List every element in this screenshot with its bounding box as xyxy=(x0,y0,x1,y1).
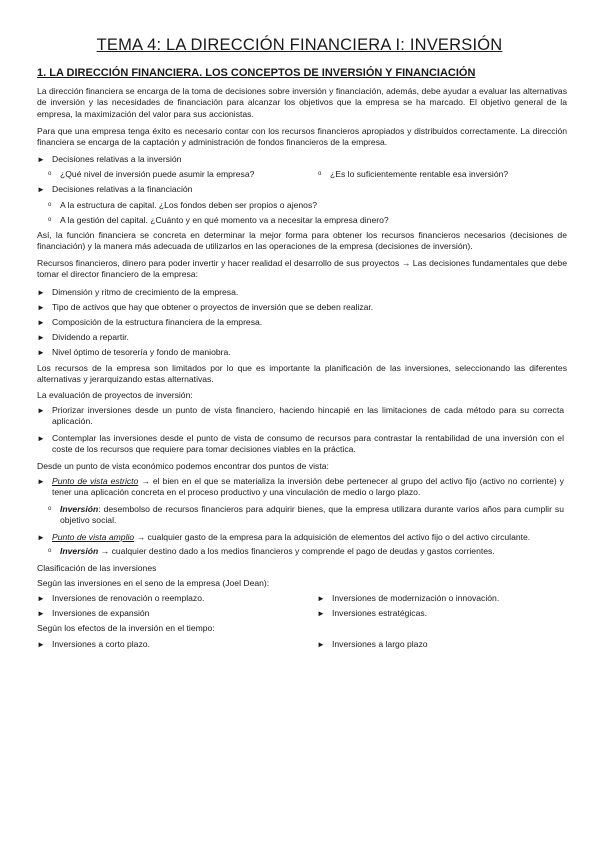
punto-vista-estricto xyxy=(52,476,564,499)
inversion-definition-2 xyxy=(60,546,495,557)
circle-bullet-icon: o xyxy=(48,217,52,223)
clasificacion-item: Inversiones estratégicas. xyxy=(332,608,428,618)
inversion-text: → cualquier destino dado a los medios financieros y comprende el pago de deudas y gastos corrientes. xyxy=(98,546,495,556)
bullet-arrow-icon: ► xyxy=(37,333,45,342)
bullet-arrow-icon: ► xyxy=(37,594,45,603)
decision-item: Tipo de activos que hay que obtener o proyectos de inversión que se deben realizar. xyxy=(52,302,374,312)
circle-bullet-icon: o xyxy=(48,548,52,554)
inversion-text: : desembolso de recursos financieros para adquirir bienes, que la empresa utilizara durante varios años para cumplir su objetivo social. xyxy=(60,504,564,526)
paragraph-puntos-vista: Desde un punto de vista económico podemos encontrar dos puntos de vista: xyxy=(37,461,329,471)
paragraph-exito: Para que una empresa tenga éxito es necesario contar con los recursos financieros apropiados y distribuidos correctamente. La dirección financiera se encarga de la captación y administración de fondos financieros de la empresa. xyxy=(37,126,567,148)
clasificacion-item: Inversiones a largo plazo xyxy=(332,639,428,649)
amplio-definition: → cualquier gasto de la empresa para la adquisición de elementos del activo fijo o del activo circulante. xyxy=(134,532,531,542)
inversion-definition-1 xyxy=(60,504,564,527)
bullet-arrow-icon: ► xyxy=(37,288,45,297)
clasificacion-item: Inversiones a corto plazo. xyxy=(52,639,150,649)
decision-item: Composición de la estructura financiera de la empresa. xyxy=(52,317,263,327)
decision-item: Dimensión y ritmo de crecimiento de la empresa. xyxy=(52,287,239,297)
evaluacion-item: Contemplar las inversiones desde el punto de vista de consumo de recursos para contrastar la rentabilidad de una inversión con el coste de los recursos que requiere para tomar decisiones viables en la práctica. xyxy=(52,433,564,455)
clasificacion-item: Inversiones de renovación o reemplazo. xyxy=(52,593,205,603)
bullet-arrow-icon: ► xyxy=(37,155,45,164)
paragraph-evaluacion: La evaluación de proyectos de inversión: xyxy=(37,390,193,400)
paragraph-recursos-limitados: Los recursos de la empresa son limitados por lo que es importante la planificación de las inversiones, seleccionando las diferentes alternativas y jerarquizando estas alternativas. xyxy=(37,363,567,385)
estricto-definition: → el bien en el que se materializa la inversión debe pertenecer al grupo del activo fijo (activo no corriente) y tener una aplicación concreta en el proceso productivo y una vinculación de medio o largo plazo. xyxy=(52,476,564,498)
circle-bullet-icon: o xyxy=(318,171,322,177)
bullet-arrow-icon: ► xyxy=(317,594,325,603)
evaluacion-item: Priorizar inversiones desde un punto de vista financiero, haciendo hincapié en las limitaciones de cada método para su correcta aplicación. xyxy=(52,405,564,427)
circle-bullet-icon: o xyxy=(48,202,52,208)
decision-item: Dividendo a repartir. xyxy=(52,332,129,342)
clasificacion-heading: Clasificación de las inversiones xyxy=(37,563,157,573)
sub-item-nivel-inversion: ¿Qué nivel de inversión puede asumir la empresa? xyxy=(60,169,255,179)
document-title: TEMA 4: LA DIRECCIÓN FINANCIERA I: INVERSIÓN xyxy=(96,36,503,54)
paragraph-funcion-financiera: Así, la función financiera se concreta en determinar la mejor forma para obtener los recursos financieros necesarios (decisiones de financiación) y la manera más adecuada de utilizarlos en las operaciones de la empresa (decisiones de inversión). xyxy=(37,230,567,252)
clasificacion-item: Inversiones de modernización o innovación. xyxy=(332,593,500,603)
bullet-arrow-icon: ► xyxy=(37,185,45,194)
bullet-arrow-icon: ► xyxy=(317,640,325,649)
term-estricto: Punto de vista estricto xyxy=(52,476,139,486)
bullet-arrow-icon: ► xyxy=(37,640,45,649)
section-heading: 1. LA DIRECCIÓN FINANCIERA. LOS CONCEPTOS DE INVERSIÓN Y FINANCIACIÓN xyxy=(37,67,476,79)
bullet-arrow-icon: ► xyxy=(37,406,45,415)
bullet-arrow-icon: ► xyxy=(317,609,325,618)
term-amplio: Punto de vista amplio xyxy=(52,532,135,542)
clasificacion-joel-dean: Según las inversiones en el seno de la empresa (Joel Dean): xyxy=(37,578,270,588)
clasificacion-item: Inversiones de expansión xyxy=(52,608,150,618)
circle-bullet-icon: o xyxy=(48,506,52,512)
term-inversion: Inversión xyxy=(60,504,99,514)
paragraph-recursos: Recursos financieros, dinero para poder invertir y hacer realidad el desarrollo de sus proyectos → Las decisiones fundamentales que debe tomar el director financiero de la empresa: xyxy=(37,258,567,280)
paragraph-intro: La dirección financiera se encarga de la toma de decisiones sobre inversión y financiación, además, debe ayudar a evaluar las alternativas de inversión y las necesidades de financiación para alcanzar los objetivos que la empresa se ha marcado. El objetivo general de la empresa, la maximización del valor para sus accionistas. xyxy=(37,86,567,119)
bullet-arrow-icon: ► xyxy=(37,477,45,486)
clasificacion-tiempo: Según los efectos de la inversión en el tiempo: xyxy=(37,623,215,633)
sub-item-estructura-capital: A la estructura de capital. ¿Los fondos deben ser propios o ajenos? xyxy=(60,200,318,210)
decision-item: Nivel óptimo de tesorería y fondo de maniobra. xyxy=(52,347,231,357)
bullet-decisiones-financiacion: Decisiones relativas a la financiación xyxy=(52,184,193,194)
bullet-arrow-icon: ► xyxy=(37,303,45,312)
term-inversion: Inversión xyxy=(60,546,99,556)
bullet-arrow-icon: ► xyxy=(37,318,45,327)
punto-vista-amplio xyxy=(52,532,530,543)
bullet-arrow-icon: ► xyxy=(37,434,45,443)
bullet-decisiones-inversion: Decisiones relativas a la inversión xyxy=(52,154,182,164)
sub-item-gestion-capital: A la gestión del capital. ¿Cuánto y en qué momento va a necesitar la empresa dinero? xyxy=(60,215,389,225)
bullet-arrow-icon: ► xyxy=(37,533,45,542)
bullet-arrow-icon: ► xyxy=(37,348,45,357)
sub-item-rentable: ¿Es lo suficientemente rentable esa inversión? xyxy=(330,169,509,179)
circle-bullet-icon: o xyxy=(48,171,52,177)
bullet-arrow-icon: ► xyxy=(37,609,45,618)
